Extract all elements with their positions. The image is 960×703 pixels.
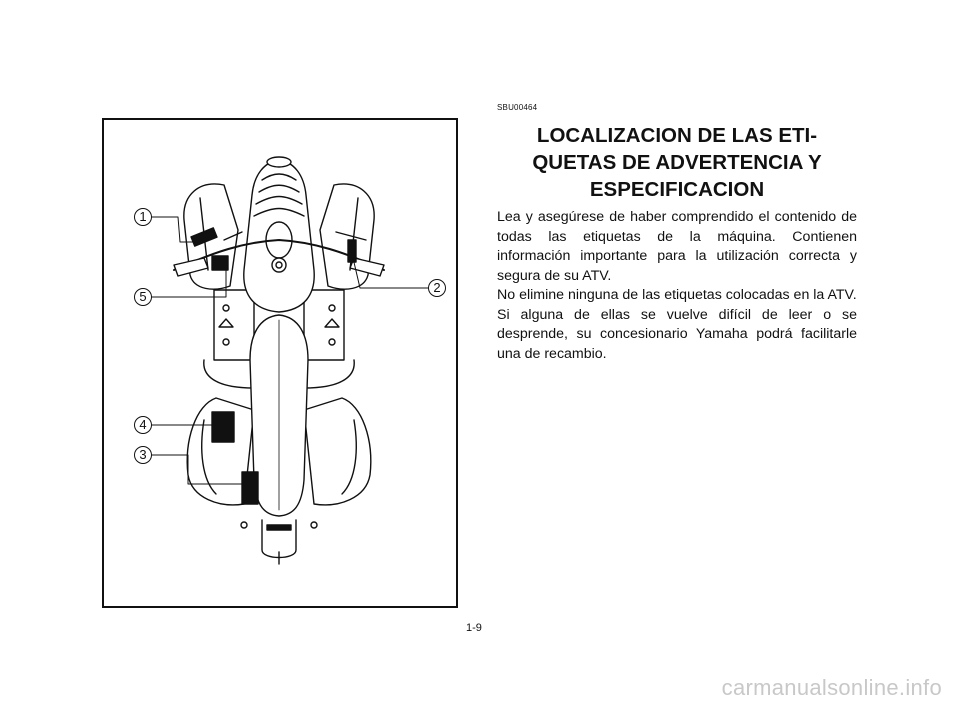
callout-4: 4 bbox=[134, 416, 152, 434]
callout-2: 2 bbox=[428, 279, 446, 297]
section-title: LOCALIZACION DE LAS ETI-QUETAS DE ADVERTENCIA Y ESPECIFICACION bbox=[532, 124, 822, 201]
callout-3: 3 bbox=[134, 446, 152, 464]
section-code: SBU00464 bbox=[497, 103, 538, 112]
callout-5: 5 bbox=[134, 288, 152, 306]
paragraph-3: Si alguna de ellas se vuelve difícil de leer o se desprende, su concesionario Yamaha podrá facilitarle una de recambio. bbox=[497, 306, 857, 362]
paragraph-1: Lea y asegúrese de haber comprendido el contenido de todas las etiquetas de la máquina. Contienen información importante para la utilización correcta y segura de su ATV. bbox=[497, 209, 857, 284]
atv-illustration-figure bbox=[102, 118, 458, 608]
body-text bbox=[497, 208, 857, 364]
page-number: 1-9 bbox=[466, 622, 482, 634]
paragraph-2: No elimine ninguna de las etiquetas colocadas en la ATV. bbox=[497, 287, 857, 303]
watermark: carmanualsonline.info bbox=[721, 675, 942, 700]
callout-1: 1 bbox=[134, 208, 152, 226]
atv-top-view-drawing bbox=[104, 120, 456, 606]
